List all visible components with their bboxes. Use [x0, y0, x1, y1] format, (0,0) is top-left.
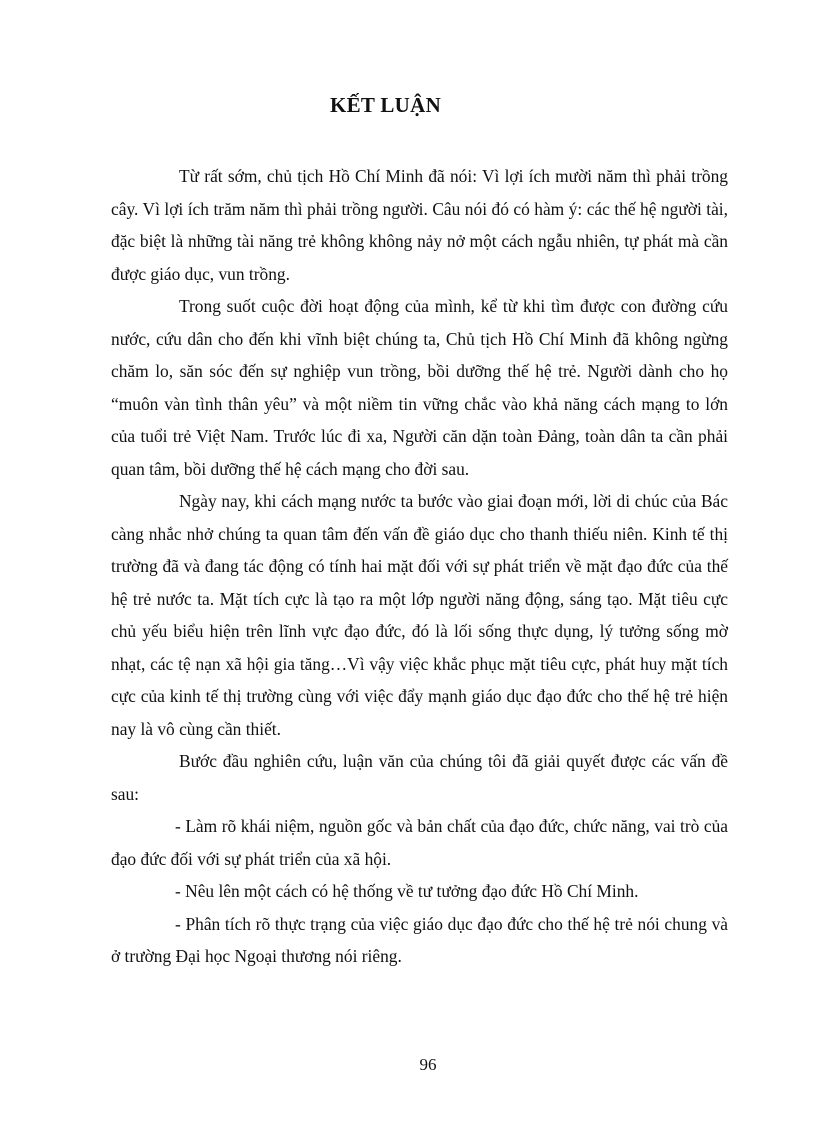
page-title: KẾT LUẬN — [329, 93, 442, 117]
list-item-2: - Nêu lên một cách có hệ thống về tư tưởng đạo đức Hồ Chí Minh. — [175, 881, 639, 901]
list-item-1: - Làm rõ khái niệm, nguồn gốc và bản chất của đạo đức, chức năng, vai trò của đạo đức đối với sự phát triển của xã hội. — [111, 816, 728, 869]
body-text — [111, 160, 728, 973]
page-number: 96 — [419, 1055, 437, 1074]
paragraph-2: Trong suốt cuộc đời hoạt động của mình, kể từ khi tìm được con đường cứu nước, cứu dân cho đến khi vĩnh biệt chúng ta, Chủ tịch Hồ Chí Minh đã không ngừng chăm lo, săn sóc đến sự nghiệp vun trồng, bồi dưỡng thế hệ trẻ. Người dành cho họ “muôn vàn tình thân yêu” và một niềm tin vững chắc vào khả năng cách mạng to lớn của tuổi trẻ Việt Nam. Trước lúc đi xa, Người căn dặn toàn Đảng, toàn dân ta cần phải quan tâm, bồi dưỡng thế hệ cách mạng cho đời sau. — [111, 296, 728, 479]
paragraph-1: Từ rất sớm, chủ tịch Hồ Chí Minh đã nói: Vì lợi ích mười năm thì phải trồng cây. Vì lợi ích trăm năm thì phải trồng người. Câu nói đó có hàm ý: các thế hệ người tài, đặc biệt là những tài năng trẻ không không nảy nở một cách ngẫu nhiên, tự phát mà cần được giáo dục, vun trồng. — [111, 166, 728, 284]
list-item-3: - Phân tích rõ thực trạng của việc giáo dục đạo đức cho thế hệ trẻ nói chung và ở trường Đại học Ngoại thương nói riêng. — [111, 913, 728, 966]
paragraph-4: Bước đầu nghiên cứu, luận văn của chúng tôi đã giải quyết được các vấn đề sau: — [111, 751, 728, 804]
paragraph-3: Ngày nay, khi cách mạng nước ta bước vào giai đoạn mới, lời di chúc của Bác càng nhắc nhở chúng ta quan tâm đến vấn đề giáo dục cho thanh thiếu niên. Kinh tế thị trường đã và đang tác động có tính hai mặt đối với sự phát triển về mặt đạo đức của thế hệ trẻ nước ta. Mặt tích cực là tạo ra một lớp người năng động, sáng tạo. Mặt tiêu cực chủ yếu biểu hiện trên lĩnh vực đạo đức, đó là lối sống thực dụng, lý tưởng sống mờ nhạt, các tệ nạn xã hội gia tăng…Vì vậy việc khắc phục mặt tiêu cực, phát huy mặt tích cực của kinh tế thị trường cùng với việc đẩy mạnh giáo dục đạo đức cho thế hệ trẻ hiện nay là vô cùng cần thiết. — [111, 491, 728, 739]
